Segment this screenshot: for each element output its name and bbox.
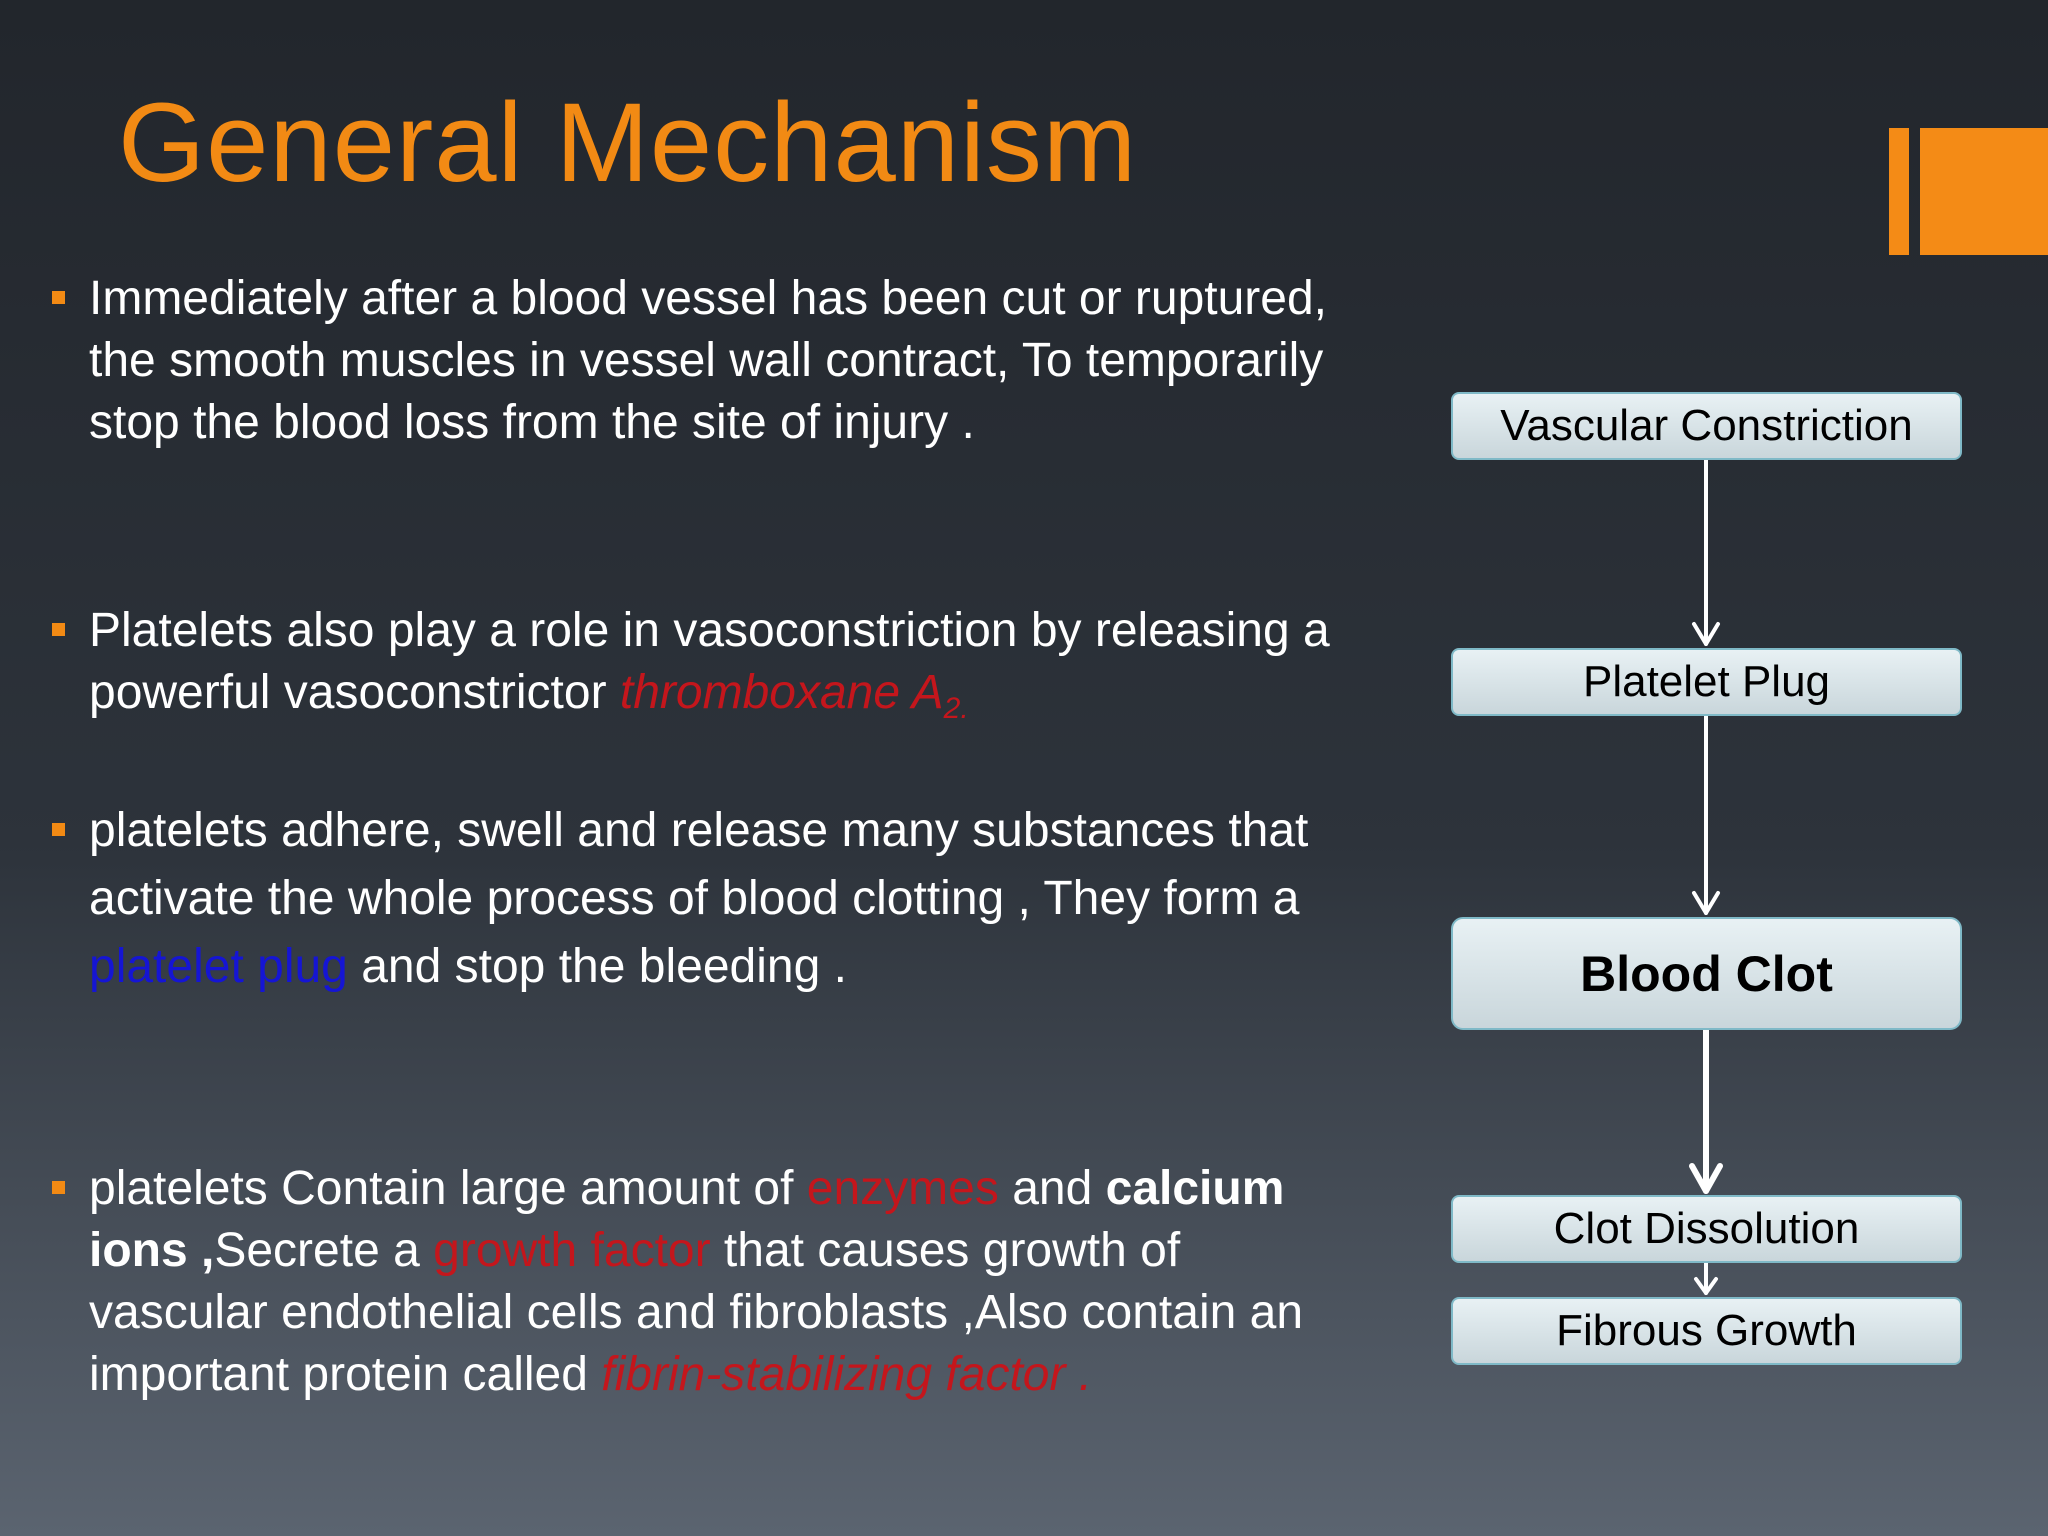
enzymes-term: enzymes	[806, 1162, 999, 1215]
bullet-text-part: Platelets also play a role in vasoconstriction by releasing a powerful vasoconstrictor	[89, 604, 1330, 719]
fibrin-stabilizing-factor-term: fibrin-stabilizing factor .	[601, 1348, 1093, 1401]
bullet-text-part: and stop the bleeding .	[347, 940, 847, 993]
calcium-ions-term: calcium ions ,	[89, 1162, 1285, 1277]
bullet-text-part: platelets Contain large amount of	[89, 1162, 807, 1215]
platelet-plug-term: platelet plug	[89, 940, 348, 993]
bullet-text-part: and	[998, 1162, 1106, 1215]
bullet-text-part: Secrete a	[214, 1224, 434, 1277]
flow-step-platelet-plug: Platelet Plug	[1451, 648, 1962, 716]
flow-step-clot-dissolution: Clot Dissolution	[1451, 1195, 1962, 1263]
slide-title: General Mechanism	[118, 80, 1138, 205]
thromboxane-subscript: 2.	[943, 692, 969, 725]
flow-step-blood-clot: Blood Clot	[1451, 917, 1962, 1030]
flow-step-fibrous-growth: Fibrous Growth	[1451, 1297, 1962, 1365]
flow-step-vascular-constriction: Vascular Constriction	[1451, 392, 1962, 460]
growth-factor-term: growth factor	[433, 1224, 711, 1277]
thromboxane-term: thromboxane A	[619, 666, 944, 719]
bullet-text-part: that causes growth of vascular endothelial cells and fibroblasts ,Also contain an important protein called	[89, 1224, 1304, 1401]
bullet-text: Immediately after a blood vessel has been cut or ruptured, the smooth muscles in vessel wall contract, To temporarily stop the blood loss from the site of injury .	[89, 272, 1328, 449]
bullet-text-part: platelets adhere, swell and release many substances that activate the whole process of blood clotting , They form a	[89, 804, 1309, 925]
